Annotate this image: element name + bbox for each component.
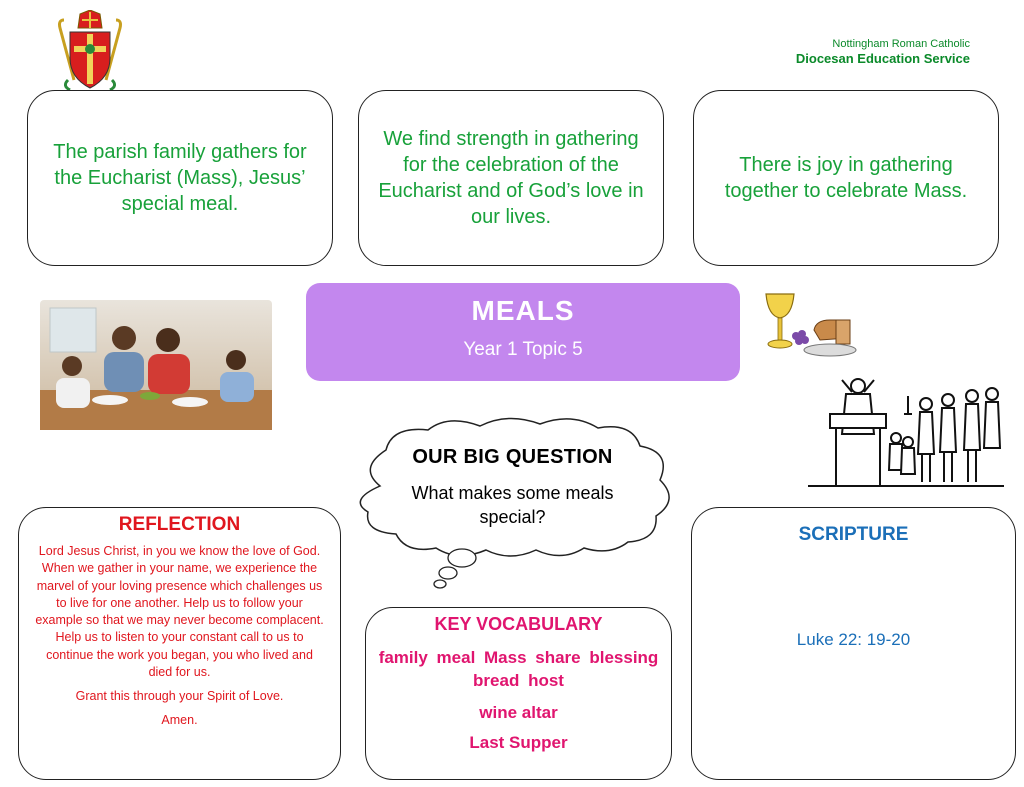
- family-meal-photo: [40, 300, 272, 430]
- scripture-box: [691, 507, 1016, 780]
- big-question-text: What makes some meals special?: [411, 483, 614, 528]
- topic-subtitle: Year 1 Topic 5: [463, 339, 583, 360]
- theme-box-strength: [358, 90, 664, 266]
- reflection-closing: Grant this through your Spirit of Love.: [75, 689, 284, 703]
- theme-text: There is joy in gathering together to celebrate Mass.: [724, 154, 968, 202]
- reflection-box: [18, 507, 341, 780]
- topic-title-banner: [306, 283, 740, 381]
- big-question: [370, 446, 655, 530]
- reflection-amen: Amen.: [161, 713, 198, 727]
- theme-text: We find strength in gathering for the celebration of the Eucharist and of God’s love in our lives.: [378, 128, 644, 228]
- reflection-prayer: Lord Jesus Christ, in you we know the love of God. When we gather in your name, we experience the marvel of your loving presence which challenges us to live for one another. Help us to follow your example so that we may never become complacent. Help us to listen to your constant call to us to continue the work you began, you who lived and died for us.: [35, 544, 324, 679]
- mass-scene-illustration: [808, 374, 1004, 490]
- org-name-line2: Diocesan Education Service: [795, 51, 970, 66]
- org-name-line1: Nottingham Roman Catholic: [832, 38, 970, 50]
- key-vocabulary-box: [365, 607, 672, 780]
- chalice-bread-grapes-icon: [760, 290, 860, 368]
- organization-header: [796, 38, 970, 66]
- vocabulary-words-2: wine altar: [479, 702, 558, 722]
- scripture-reference: Luke 22: 19-20: [796, 630, 911, 649]
- diocesan-crest-logo: [50, 10, 130, 92]
- big-question-heading: OUR BIG QUESTION: [412, 446, 613, 468]
- reflection-heading: REFLECTION: [118, 514, 241, 535]
- scripture-heading: SCRIPTURE: [798, 524, 909, 545]
- theme-box-gathering: [27, 90, 333, 266]
- vocabulary-words-3: Last Supper: [469, 732, 568, 752]
- vocabulary-heading: KEY VOCABULARY: [434, 614, 603, 634]
- vocabulary-words-1: family meal Mass share blessing bread host: [378, 648, 659, 690]
- topic-title: MEALS: [471, 295, 575, 326]
- theme-box-joy: [693, 90, 999, 266]
- theme-text: The parish family gathers for the Eucharist (Mass), Jesus’ special meal.: [53, 141, 307, 215]
